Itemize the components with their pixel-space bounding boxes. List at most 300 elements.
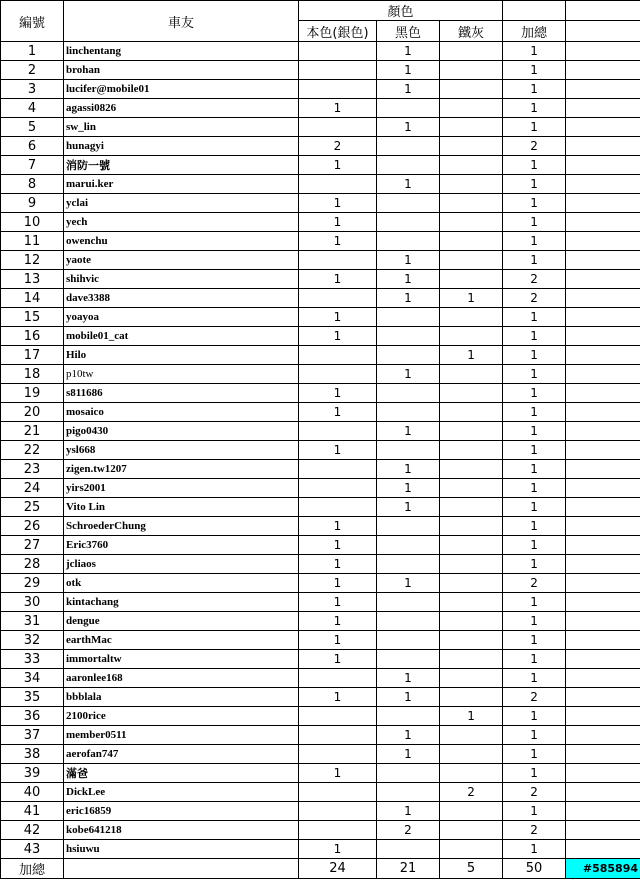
count-gray — [440, 498, 503, 517]
count-silver: 1 — [299, 593, 377, 612]
table-row — [1, 612, 640, 631]
count-total: 1 — [503, 631, 566, 650]
member-name: shihvic — [64, 270, 299, 289]
member-name: pigo0430 — [64, 422, 299, 441]
count-total: 1 — [503, 327, 566, 346]
count-silver: 1 — [299, 441, 377, 460]
count-total: 1 — [503, 669, 566, 688]
member-name: dengue — [64, 612, 299, 631]
count-black: 1 — [377, 118, 440, 137]
row-number: 39 — [1, 764, 64, 783]
row-number: 42 — [1, 821, 64, 840]
extra-cell — [566, 194, 640, 213]
count-black: 2 — [377, 821, 440, 840]
extra-cell — [566, 251, 640, 270]
table-row — [1, 821, 640, 840]
row-number: 37 — [1, 726, 64, 745]
row-number: 17 — [1, 346, 64, 365]
count-black: 1 — [377, 175, 440, 194]
count-gray — [440, 802, 503, 821]
member-name: yech — [64, 213, 299, 232]
table-row — [1, 99, 640, 118]
count-total: 1 — [503, 175, 566, 194]
count-silver: 1 — [299, 308, 377, 327]
count-total: 1 — [503, 118, 566, 137]
count-gray — [440, 270, 503, 289]
table-row — [1, 517, 640, 536]
count-gray — [440, 327, 503, 346]
count-black: 1 — [377, 460, 440, 479]
count-total: 2 — [503, 137, 566, 156]
table-row — [1, 327, 640, 346]
count-silver: 1 — [299, 194, 377, 213]
table-row — [1, 745, 640, 764]
count-total: 2 — [503, 289, 566, 308]
extra-cell — [566, 80, 640, 99]
row-number: 20 — [1, 403, 64, 422]
member-name: p10tw — [64, 365, 299, 384]
count-black: 1 — [377, 365, 440, 384]
count-total: 1 — [503, 80, 566, 99]
count-total: 1 — [503, 213, 566, 232]
count-total: 2 — [503, 688, 566, 707]
count-silver: 1 — [299, 403, 377, 422]
extra-cell — [566, 42, 640, 61]
member-name: otk — [64, 574, 299, 593]
row-number: 19 — [1, 384, 64, 403]
member-name: kintachang — [64, 593, 299, 612]
extra-cell — [566, 783, 640, 802]
row-number: 32 — [1, 631, 64, 650]
count-silver: 2 — [299, 137, 377, 156]
extra-cell — [566, 156, 640, 175]
table-row — [1, 536, 640, 555]
count-silver: 1 — [299, 327, 377, 346]
extra-cell — [566, 669, 640, 688]
row-number: 9 — [1, 194, 64, 213]
extra-cell — [566, 536, 640, 555]
table-row — [1, 726, 640, 745]
extra-cell — [566, 327, 640, 346]
row-number: 33 — [1, 650, 64, 669]
table-row — [1, 175, 640, 194]
count-gray — [440, 365, 503, 384]
table-row — [1, 80, 640, 99]
count-black: 1 — [377, 745, 440, 764]
count-total: 1 — [503, 726, 566, 745]
count-silver — [299, 460, 377, 479]
table-row — [1, 574, 640, 593]
count-silver — [299, 745, 377, 764]
count-silver — [299, 479, 377, 498]
count-gray — [440, 574, 503, 593]
count-silver — [299, 289, 377, 308]
count-black — [377, 783, 440, 802]
extra-cell — [566, 346, 640, 365]
count-gray — [440, 631, 503, 650]
count-total: 1 — [503, 251, 566, 270]
footer-sum-black: 21 — [377, 859, 440, 879]
count-black — [377, 194, 440, 213]
count-silver: 1 — [299, 156, 377, 175]
row-number: 25 — [1, 498, 64, 517]
count-total: 1 — [503, 384, 566, 403]
table-row — [1, 422, 640, 441]
count-silver — [299, 346, 377, 365]
count-gray — [440, 650, 503, 669]
count-gray — [440, 745, 503, 764]
count-silver: 1 — [299, 99, 377, 118]
count-gray — [440, 669, 503, 688]
count-gray — [440, 137, 503, 156]
row-number: 35 — [1, 688, 64, 707]
count-gray — [440, 460, 503, 479]
count-total: 2 — [503, 270, 566, 289]
extra-cell — [566, 593, 640, 612]
table-row — [1, 118, 640, 137]
count-silver: 1 — [299, 555, 377, 574]
count-gray — [440, 99, 503, 118]
count-gray: 2 — [440, 783, 503, 802]
member-name: DickLee — [64, 783, 299, 802]
table-row — [1, 669, 640, 688]
count-gray — [440, 213, 503, 232]
table-row — [1, 783, 640, 802]
count-total: 1 — [503, 422, 566, 441]
count-black — [377, 232, 440, 251]
table-row — [1, 840, 640, 859]
header-color-black: 黑色 — [377, 21, 440, 42]
count-black — [377, 536, 440, 555]
member-name: hsiuwu — [64, 840, 299, 859]
member-name: Eric3760 — [64, 536, 299, 555]
count-black: 1 — [377, 669, 440, 688]
count-gray — [440, 517, 503, 536]
count-total: 2 — [503, 821, 566, 840]
member-name: earthMac — [64, 631, 299, 650]
member-name: bbblala — [64, 688, 299, 707]
count-black — [377, 707, 440, 726]
count-total: 1 — [503, 403, 566, 422]
row-number: 28 — [1, 555, 64, 574]
count-black: 1 — [377, 498, 440, 517]
count-total: 1 — [503, 745, 566, 764]
extra-cell — [566, 61, 640, 80]
extra-cell — [566, 517, 640, 536]
member-name: kobe641218 — [64, 821, 299, 840]
table-row — [1, 555, 640, 574]
count-silver: 1 — [299, 384, 377, 403]
footer-blank — [64, 859, 299, 879]
count-gray — [440, 232, 503, 251]
table-row — [1, 232, 640, 251]
count-gray — [440, 194, 503, 213]
count-total: 1 — [503, 802, 566, 821]
row-number: 26 — [1, 517, 64, 536]
table-row — [1, 631, 640, 650]
row-number: 24 — [1, 479, 64, 498]
extra-cell — [566, 650, 640, 669]
row-number: 38 — [1, 745, 64, 764]
count-total: 1 — [503, 99, 566, 118]
extra-cell — [566, 688, 640, 707]
extra-cell — [566, 745, 640, 764]
count-black — [377, 156, 440, 175]
count-total: 1 — [503, 536, 566, 555]
count-silver — [299, 80, 377, 99]
table-row — [1, 403, 640, 422]
count-gray — [440, 612, 503, 631]
header-color-group: 顏色 — [299, 1, 503, 21]
count-total: 1 — [503, 308, 566, 327]
count-total: 1 — [503, 232, 566, 251]
row-number: 34 — [1, 669, 64, 688]
row-number: 18 — [1, 365, 64, 384]
member-name: agassi0826 — [64, 99, 299, 118]
count-silver: 1 — [299, 650, 377, 669]
row-number: 36 — [1, 707, 64, 726]
table-row — [1, 441, 640, 460]
row-number: 13 — [1, 270, 64, 289]
extra-cell — [566, 631, 640, 650]
count-gray — [440, 479, 503, 498]
table-row — [1, 593, 640, 612]
extra-cell — [566, 175, 640, 194]
count-black — [377, 555, 440, 574]
member-name: Vito Lin — [64, 498, 299, 517]
post-id-tag: #585894 — [566, 859, 640, 879]
count-silver: 1 — [299, 536, 377, 555]
count-black — [377, 384, 440, 403]
count-total: 1 — [503, 707, 566, 726]
extra-cell — [566, 840, 640, 859]
table-row — [1, 764, 640, 783]
row-number: 30 — [1, 593, 64, 612]
row-number: 12 — [1, 251, 64, 270]
count-black: 1 — [377, 688, 440, 707]
count-silver: 1 — [299, 232, 377, 251]
member-name: zigen.tw1207 — [64, 460, 299, 479]
count-black — [377, 403, 440, 422]
extra-cell — [566, 821, 640, 840]
count-gray — [440, 156, 503, 175]
row-number: 8 — [1, 175, 64, 194]
count-silver — [299, 802, 377, 821]
count-total: 1 — [503, 840, 566, 859]
count-gray — [440, 61, 503, 80]
count-gray — [440, 80, 503, 99]
count-gray: 1 — [440, 289, 503, 308]
member-name: marui.ker — [64, 175, 299, 194]
count-black — [377, 213, 440, 232]
member-name: yoayoa — [64, 308, 299, 327]
member-name: yclai — [64, 194, 299, 213]
extra-cell — [566, 308, 640, 327]
count-black — [377, 517, 440, 536]
count-silver — [299, 42, 377, 61]
count-black — [377, 593, 440, 612]
extra-cell — [566, 384, 640, 403]
count-gray — [440, 118, 503, 137]
extra-cell — [566, 460, 640, 479]
count-black: 1 — [377, 289, 440, 308]
table-row — [1, 61, 640, 80]
table-row — [1, 365, 640, 384]
footer-sum-silver: 24 — [299, 859, 377, 879]
count-black: 1 — [377, 61, 440, 80]
count-gray — [440, 441, 503, 460]
extra-cell — [566, 802, 640, 821]
count-gray — [440, 593, 503, 612]
table-row — [1, 346, 640, 365]
count-total: 1 — [503, 479, 566, 498]
row-number: 23 — [1, 460, 64, 479]
table-row — [1, 156, 640, 175]
member-name: immortaltw — [64, 650, 299, 669]
row-number: 1 — [1, 42, 64, 61]
row-number: 29 — [1, 574, 64, 593]
table-row — [1, 650, 640, 669]
member-name: 滿爸 — [64, 764, 299, 783]
count-black — [377, 99, 440, 118]
count-silver — [299, 118, 377, 137]
extra-cell — [566, 707, 640, 726]
count-black — [377, 327, 440, 346]
extra-cell — [566, 612, 640, 631]
footer-sum-total: 50 — [503, 859, 566, 879]
table-row — [1, 308, 640, 327]
count-silver — [299, 707, 377, 726]
table-row — [1, 270, 640, 289]
count-gray — [440, 175, 503, 194]
count-silver: 1 — [299, 517, 377, 536]
count-silver: 1 — [299, 840, 377, 859]
row-number: 22 — [1, 441, 64, 460]
count-silver — [299, 365, 377, 384]
header-extra — [566, 21, 640, 42]
extra-cell — [566, 232, 640, 251]
count-total: 1 — [503, 365, 566, 384]
member-name: 消防一號 — [64, 156, 299, 175]
count-total: 1 — [503, 764, 566, 783]
count-silver — [299, 821, 377, 840]
count-black: 1 — [377, 479, 440, 498]
count-gray — [440, 384, 503, 403]
extra-cell — [566, 137, 640, 156]
member-name: owenchu — [64, 232, 299, 251]
member-name: mobile01_cat — [64, 327, 299, 346]
row-number: 14 — [1, 289, 64, 308]
table-row — [1, 194, 640, 213]
count-total: 1 — [503, 460, 566, 479]
table-row — [1, 460, 640, 479]
row-number: 2 — [1, 61, 64, 80]
count-silver: 1 — [299, 612, 377, 631]
count-silver — [299, 251, 377, 270]
row-number: 5 — [1, 118, 64, 137]
table-row — [1, 498, 640, 517]
count-gray — [440, 726, 503, 745]
member-name: yirs2001 — [64, 479, 299, 498]
table-row — [1, 137, 640, 156]
member-name: jcliaos — [64, 555, 299, 574]
count-gray — [440, 555, 503, 574]
extra-cell — [566, 422, 640, 441]
extra-cell — [566, 270, 640, 289]
count-silver: 1 — [299, 764, 377, 783]
member-name: sw_lin — [64, 118, 299, 137]
header-member: 車友 — [64, 1, 299, 42]
member-name: aaronlee168 — [64, 669, 299, 688]
row-number: 16 — [1, 327, 64, 346]
member-name: brohan — [64, 61, 299, 80]
count-silver: 1 — [299, 631, 377, 650]
count-silver: 1 — [299, 270, 377, 289]
extra-cell — [566, 498, 640, 517]
row-number: 31 — [1, 612, 64, 631]
row-number: 40 — [1, 783, 64, 802]
member-name: aerofan747 — [64, 745, 299, 764]
count-black — [377, 441, 440, 460]
count-total: 1 — [503, 42, 566, 61]
count-total: 1 — [503, 194, 566, 213]
count-total: 1 — [503, 612, 566, 631]
row-number: 41 — [1, 802, 64, 821]
extra-cell — [566, 441, 640, 460]
count-black — [377, 308, 440, 327]
row-number: 11 — [1, 232, 64, 251]
row-number: 15 — [1, 308, 64, 327]
count-gray — [440, 251, 503, 270]
member-name: linchentang — [64, 42, 299, 61]
count-black — [377, 650, 440, 669]
count-silver — [299, 422, 377, 441]
count-silver — [299, 669, 377, 688]
member-name: SchroederChung — [64, 517, 299, 536]
count-total: 1 — [503, 156, 566, 175]
count-gray — [440, 536, 503, 555]
count-total: 2 — [503, 574, 566, 593]
count-black: 1 — [377, 726, 440, 745]
count-total: 1 — [503, 593, 566, 612]
header-extra-top — [566, 1, 640, 21]
table-row — [1, 251, 640, 270]
count-gray — [440, 403, 503, 422]
count-total: 1 — [503, 441, 566, 460]
row-number: 21 — [1, 422, 64, 441]
header-color-gray: 鐵灰 — [440, 21, 503, 42]
table-row — [1, 289, 640, 308]
member-name: s811686 — [64, 384, 299, 403]
count-black: 1 — [377, 270, 440, 289]
extra-cell — [566, 213, 640, 232]
count-total: 1 — [503, 650, 566, 669]
count-gray — [440, 422, 503, 441]
table-row — [1, 479, 640, 498]
count-gray — [440, 688, 503, 707]
count-black — [377, 840, 440, 859]
count-black — [377, 612, 440, 631]
extra-cell — [566, 403, 640, 422]
member-name: eric16859 — [64, 802, 299, 821]
count-black: 1 — [377, 42, 440, 61]
count-silver: 1 — [299, 213, 377, 232]
row-number: 10 — [1, 213, 64, 232]
row-number: 6 — [1, 137, 64, 156]
extra-cell — [566, 118, 640, 137]
count-gray — [440, 42, 503, 61]
member-name: yaote — [64, 251, 299, 270]
